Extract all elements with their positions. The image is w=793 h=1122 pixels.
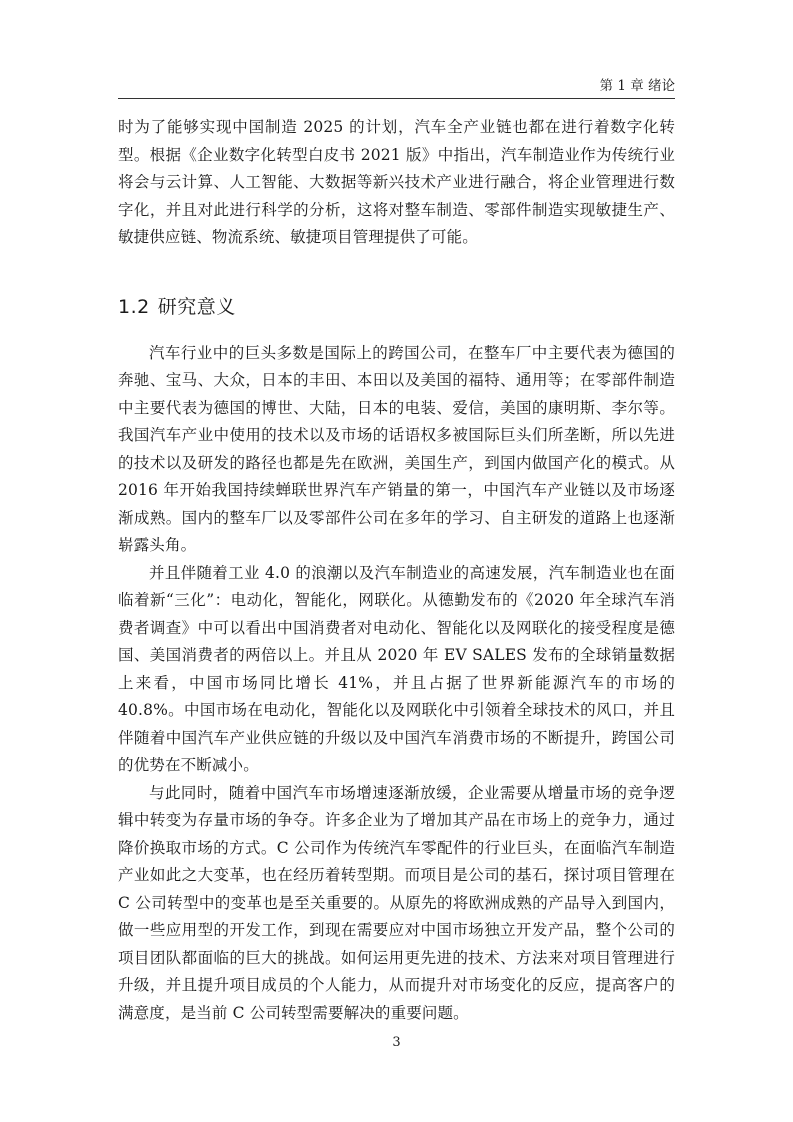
chapter-title: 第 1 章 绪论 (599, 78, 675, 94)
page-body (118, 114, 675, 1027)
intro-paragraph: 时为了能够实现中国制造 2025 的计划，汽车全产业链也都在进行着数字化转型。根据《企业数字化转型白皮书 2021 版》中指出，汽车制造业作为传统行业将会与云计算、人工智能、大数据等新兴技术产业进行融合，将企业管理进行数字化，并且对此进行科学的分析，这将对整车制造、零部件制造实现敏捷生产、敏捷供应链、物流系统、敏捷项目管理提供了可能。 (118, 118, 675, 246)
section-number: 1.2 (118, 295, 150, 318)
body-paragraph-1: 汽车行业中的巨头多数是国际上的跨国公司，在整车厂中主要代表为德国的奔驰、宝马、大众，日本的丰田、本田以及美国的福特、通用等；在零部件制造中主要代表为德国的博世、大陆，日本的电装、爱信，美国的康明斯、李尔等。我国汽车产业中使用的技术以及市场的话语权多被国际巨头们所垄断，所以先进的技术以及研发的路径也都是先在欧洲，美国生产，到国内做国产化的模式。从 2016 年开始我国持续蝉联世界汽车产销量的第一，中国汽车产业链以及市场逐渐成熟。国内的整车厂以及零部件公司在多年的学习、自主研发的道路上也逐渐崭露头角。 (118, 343, 675, 554)
section-title: 研究意义 (157, 295, 236, 318)
page-number: 3 (392, 1035, 401, 1050)
body-paragraph-2: 并且伴随着工业 4.0 的浪潮以及汽车制造业的高速发展，汽车制造业也在面临着新“三化”：电动化，智能化，网联化。从德勤发布的《2020 年全球汽车消费者调查》中可以看出中国消费者对电动化、智能化以及网联化的接受程度是德国、美国消费者的两倍以上。并且从 2020 年 EV SALES 发布的全球销量数据上来看，中国市场同比增长 41%，并且占据了世界新能源汽车的市场的 40.8%。中国市场在电动化，智能化以及网联化中引领着全球技术的风口，并且伴随着中国汽车产业供应链的升级以及中国汽车消费市场的不断提升，跨国公司的优势在不断减小。 (118, 563, 675, 774)
section-heading (118, 294, 675, 320)
body-paragraph-3: 与此同时，随着中国汽车市场增速逐渐放缓，企业需要从增量市场的竞争逻辑中转变为存量市场的争夺。许多企业为了增加其产品在市场上的竞争力，通过降价换取市场的方式。C 公司作为传统汽车零配件的行业巨头，在面临汽车制造产业如此之大变革，也在经历着转型期。而项目是公司的基石，探讨项目管理在 C 公司转型中的变革也是至关重要的。从原先的将欧洲成熟的产品导入到国内，做一些应用型的开发工作，到现在需要应对中国市场独立开发产品，整个公司的项目团队都面临的巨大的挑战。如何运用更先进的技术、方法来对项目管理进行升级，并且提升项目成员的个人能力，从而提升对市场变化的反应，提高客户的满意度，是当前 C 公司转型需要解决的重要问题。 (118, 783, 675, 1022)
running-header (118, 76, 675, 99)
